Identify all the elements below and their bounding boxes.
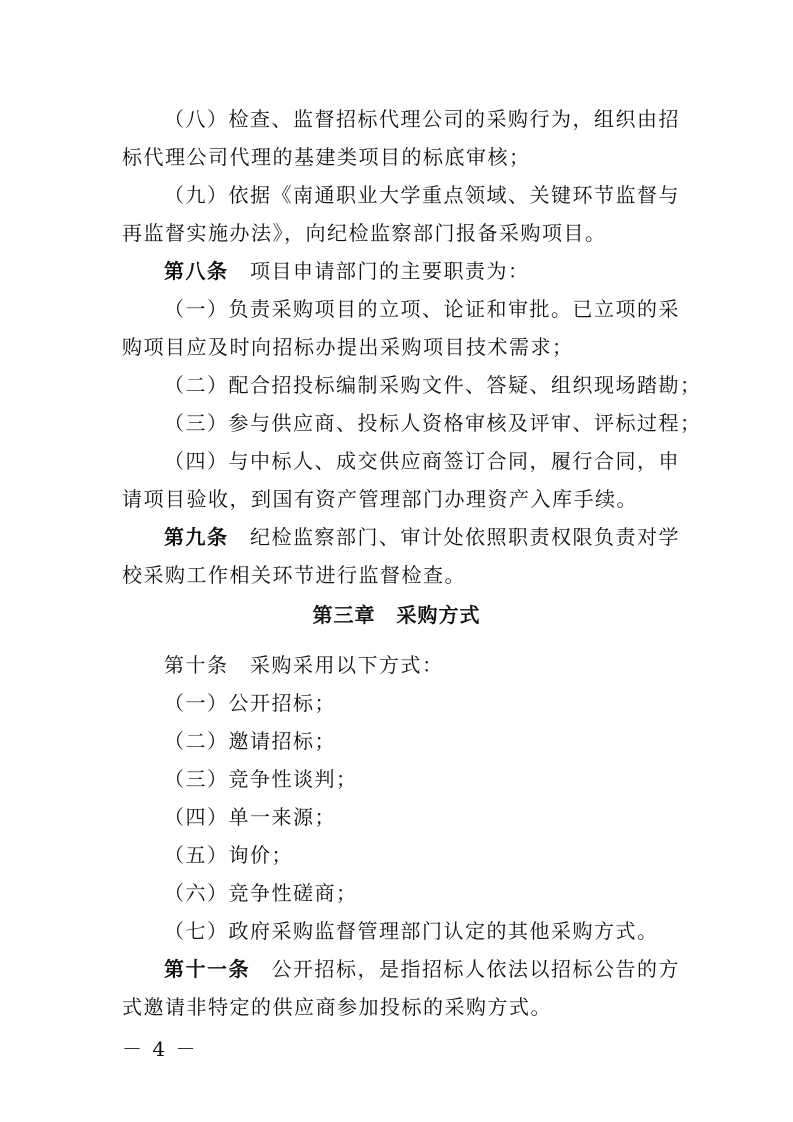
list-item: （六）竞争性磋商； bbox=[164, 881, 358, 905]
list-item: （五）询价； bbox=[164, 843, 293, 867]
paragraph-line: （九）依据《南通职业大学重点领域、关键环节监督与 bbox=[164, 183, 680, 207]
article-line bbox=[0, 650, 793, 680]
list-item: （二）邀请招标； bbox=[164, 729, 336, 753]
spacer bbox=[250, 957, 272, 981]
article-number: 第十一条 bbox=[164, 957, 250, 981]
chapter-heading: 第三章 采购方式 bbox=[312, 603, 481, 627]
article-line bbox=[0, 954, 793, 984]
spacer bbox=[229, 259, 251, 283]
paragraph-line: 校采购工作相关环节进行监督检查。 bbox=[122, 563, 466, 587]
list-item: （三）竞争性谈判； bbox=[164, 767, 358, 791]
paragraph-line: 请项目验收，到国有资产管理部门办理资产入库手续。 bbox=[122, 487, 638, 511]
list-item: （七）政府采购监督管理部门认定的其他采购方式。 bbox=[164, 919, 659, 943]
paragraph-line: 标代理公司代理的基建类项目的标底审核； bbox=[122, 145, 531, 169]
article-number: 第八条 bbox=[164, 259, 229, 283]
article-line bbox=[0, 522, 793, 552]
article-text: 项目申请部门的主要职责为： bbox=[250, 259, 530, 283]
paragraph-line: （一）负责采购项目的立项、论证和审批。已立项的采 bbox=[164, 297, 680, 321]
article-number: 第九条 bbox=[164, 525, 229, 549]
article-line bbox=[0, 256, 793, 286]
page-number: － 4 － bbox=[122, 1037, 198, 1061]
paragraph-line: （二）配合招投标编制采购文件、答疑、组织现场踏勘； bbox=[164, 373, 702, 397]
list-item: （一）公开招标； bbox=[164, 691, 336, 715]
spacer bbox=[229, 525, 251, 549]
spacer bbox=[229, 653, 251, 677]
paragraph-line: 式邀请非特定的供应商参加投标的采购方式。 bbox=[122, 995, 552, 1019]
article-number: 第十条 bbox=[164, 653, 229, 677]
paragraph-line: （三）参与供应商、投标人资格审核及评审、评标过程； bbox=[164, 411, 702, 435]
paragraph-line: （八）检查、监督招标代理公司的采购行为，组织由招 bbox=[164, 107, 680, 131]
list-item: （四）单一来源； bbox=[164, 805, 336, 829]
paragraph-line: （四）与中标人、成交供应商签订合同，履行合同，申 bbox=[164, 449, 680, 473]
article-text: 公开招标，是指招标人依法以招标公告的方 bbox=[271, 957, 680, 981]
article-text: 纪检监察部门、审计处依照职责权限负责对学 bbox=[250, 525, 680, 549]
paragraph-line: 再监督实施办法》，向纪检监察部门报备采购项目。 bbox=[122, 221, 607, 245]
paragraph-line: 购项目应及时向招标办提出采购项目技术需求； bbox=[122, 335, 574, 359]
article-text: 采购采用以下方式： bbox=[250, 653, 444, 677]
